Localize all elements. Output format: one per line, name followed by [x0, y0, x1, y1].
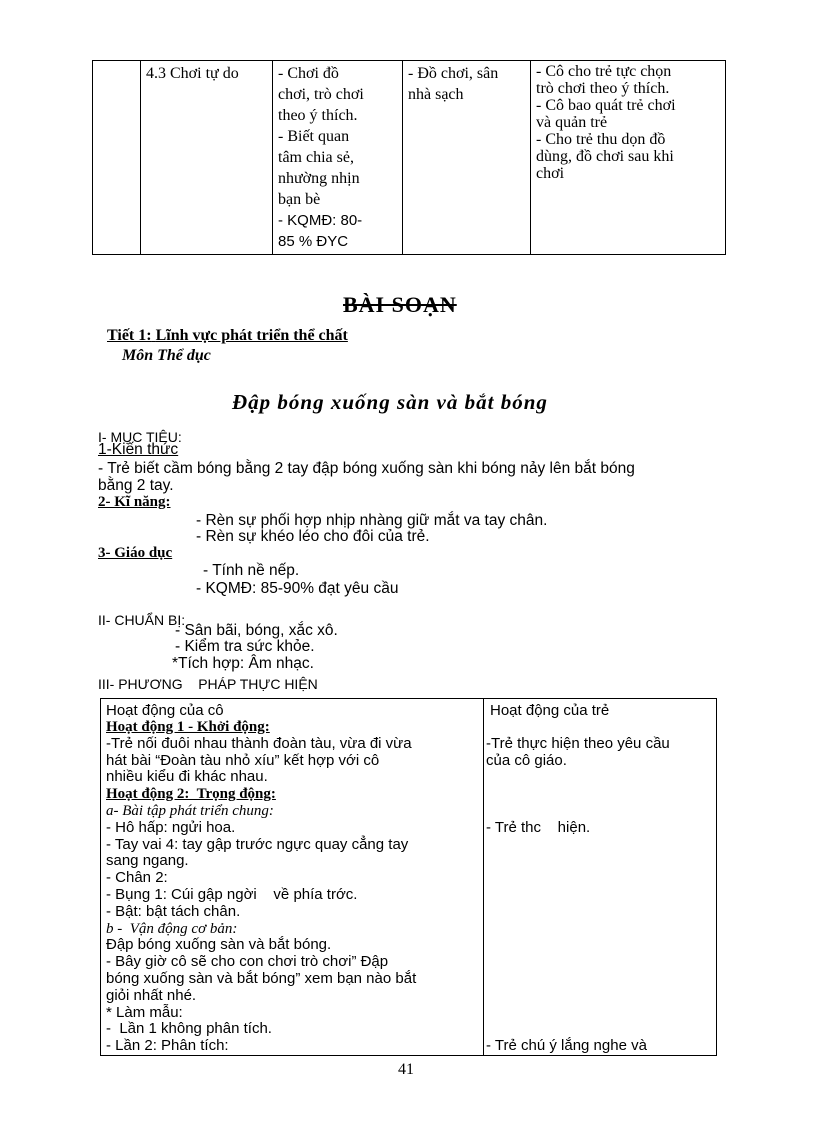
- cell-line: chơi, trò chơi: [278, 86, 364, 103]
- teacher-activity-line: bóng xuống sàn và bắt bóng” xem bạn nào bắt: [106, 969, 417, 987]
- teacher-activity-line: - Bật: bật tách chân.: [106, 902, 241, 920]
- cell-line: nhà sạch: [408, 86, 464, 103]
- knowledge-heading: 1-Kiến thức: [98, 441, 179, 458]
- cell-line: bạn bè: [278, 191, 321, 208]
- cell-line: - Cho trẻ thu dọn đồ: [536, 131, 666, 148]
- child-activity-line: - Trẻ chú ý lắng nghe và: [486, 1037, 647, 1055]
- teacher-activity-line: - Lần 2: Phân tích:: [106, 1037, 229, 1055]
- teacher-activity-line: sang ngang.: [106, 852, 189, 870]
- skill-heading: 2- Kĩ năng:: [98, 494, 171, 510]
- knowledge-line: - Trẻ biết cầm bóng bằng 2 tay đập bóng xuống sàn khi bóng nảy lên bắt bóng: [98, 460, 635, 477]
- section-preparation-heading: II- CHUẨN BỊ:: [98, 612, 186, 628]
- top-table-col-prep: [403, 61, 531, 254]
- tiet-field: Lĩnh vực phát triển thể chất: [155, 327, 348, 344]
- cell-line: - Đồ chơi, sân: [408, 65, 499, 82]
- teacher-activity-line: nhiều kiểu đi khác nhau.: [106, 768, 268, 786]
- cell-line: 85 % ĐYC: [278, 233, 349, 250]
- cell-line: - Cô bao quát trẻ chơi: [536, 97, 676, 114]
- section-objectives-heading: I- MỤC TIÊU:: [98, 429, 182, 445]
- preparation-line: - Sân bãi, bóng, xắc xô.: [175, 622, 338, 639]
- subject-name: Môn Thể dục: [122, 347, 211, 364]
- teacher-activity-line: b - Vận động cơ bản:: [106, 920, 238, 937]
- teacher-activity-line: Hoạt động 2: Trọng động:: [106, 786, 276, 803]
- teacher-activity-line: - Chân 2:: [106, 869, 168, 887]
- top-table-col-blank: [93, 61, 141, 254]
- child-activities: [486, 719, 716, 1055]
- cell-line: - KQMĐ: 80-: [278, 212, 363, 229]
- lesson-title: Đập bóng xuống sàn và bắt bóng: [232, 390, 548, 414]
- teacher-activity-line: a- Bài tập phát triển chung:: [106, 802, 274, 819]
- education-line: - KQMĐ: 85-90% đạt yêu cầu: [196, 580, 399, 597]
- cell-line: - Biết quan: [278, 128, 350, 145]
- teacher-activity-line: hát bài “Đoàn tàu nhỏ xíu” kết hợp với cô: [106, 751, 380, 769]
- cell-line: dùng, đồ chơi sau khi: [536, 148, 674, 165]
- cell-line: nhường nhịn: [278, 170, 360, 187]
- cell-line: - Chơi đồ: [278, 65, 339, 82]
- teacher-activity-line: Đập bóng xuống sàn và bắt bóng.: [106, 936, 332, 954]
- teacher-activity-line: * Làm mẫu:: [106, 1003, 183, 1021]
- teacher-activity-line: giỏi nhất nhé.: [106, 986, 197, 1004]
- cell-line: chơi: [536, 165, 565, 182]
- knowledge-line: bằng 2 tay.: [98, 477, 174, 494]
- table-divider: [483, 699, 484, 1055]
- child-column-header: Hoạt động của trẻ: [490, 702, 610, 719]
- page-number: 41: [398, 1061, 414, 1078]
- child-activity-line: - Trẻ thc hiện.: [486, 818, 591, 836]
- child-activity-line: -Trẻ thực hiện theo yêu cầu: [486, 734, 670, 752]
- education-line: - Tính nề nếp.: [203, 562, 300, 579]
- teacher-activity-line: - Tay vai 4: tay gập trước ngực quay cẳng tay: [106, 835, 409, 853]
- cell-line: theo ý thích.: [278, 107, 358, 124]
- top-table: [92, 60, 726, 255]
- teacher-column-header: Hoạt động của cô: [106, 702, 224, 719]
- teacher-activity-line: -Trẻ nối đuôi nhau thành đoàn tàu, vừa đi vừa: [106, 734, 412, 752]
- top-table-col-activity: [141, 61, 273, 254]
- page-heading: BÀI SOẠN: [343, 292, 457, 317]
- education-heading: 3- Giáo dục: [98, 545, 173, 561]
- teacher-activity-line: - Hô hấp: ngửi hoa.: [106, 818, 236, 836]
- teacher-activity-line: Hoạt động 1 - Khởi động:: [106, 719, 270, 735]
- teacher-activity-line: - Lần 1 không phân tích.: [106, 1020, 272, 1038]
- section-method-heading: III- PHƯƠNG PHÁP THỰC HIỆN: [98, 676, 318, 692]
- skill-line: - Rèn sự khéo léo cho đôi của trẻ.: [196, 528, 430, 545]
- tiet-label: Tiết 1:: [107, 327, 152, 344]
- activity-table: [100, 698, 717, 1056]
- cell-line: tâm chia sẻ,: [278, 149, 354, 166]
- skill-line: - Rèn sự phối hợp nhịp nhàng giữ mắt va tay chân.: [196, 512, 548, 529]
- cell-line: - Cô cho trẻ tực chọn: [536, 63, 672, 80]
- preparation-line: - Kiểm tra sức khỏe.: [175, 638, 315, 655]
- teacher-activity-line: - Bụng 1: Cúi gập ngời về phía trớc.: [106, 885, 358, 903]
- teacher-activity-line: - Bây giờ cô sẽ cho con chơi trò chơi” Đập: [106, 953, 389, 971]
- tiet-heading: [107, 327, 348, 345]
- preparation-line: *Tích hợp: Âm nhạc.: [172, 655, 314, 672]
- top-table-col-goals: [273, 61, 403, 254]
- top-table-col-method: [531, 61, 727, 254]
- child-activity-line: của cô giáo.: [486, 751, 567, 769]
- cell-line: trò chơi theo ý thích.: [536, 80, 670, 97]
- cell-line: 4.3 Chơi tự do: [146, 65, 239, 82]
- cell-line: và quản trẻ: [536, 114, 608, 131]
- teacher-activities: [106, 719, 416, 1055]
